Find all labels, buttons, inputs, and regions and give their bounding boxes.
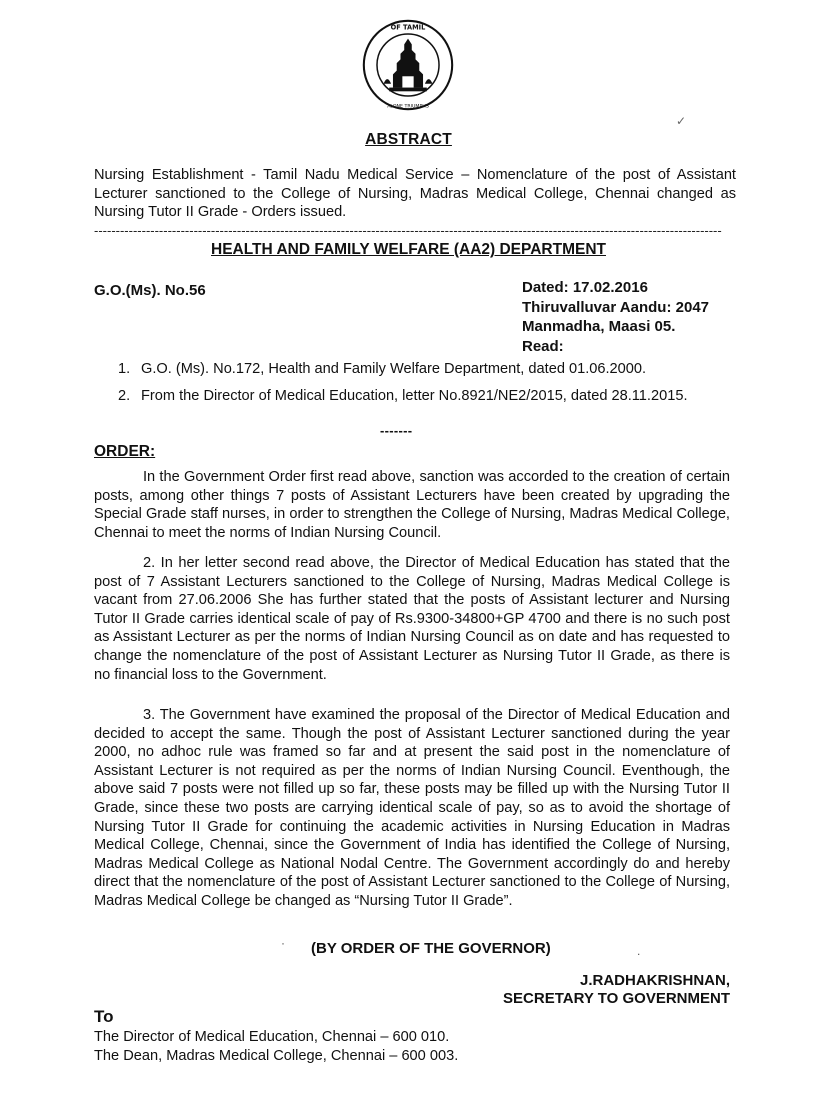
dated-block — [522, 278, 709, 356]
order-paragraph-3 — [94, 706, 730, 911]
reference-item — [118, 360, 694, 379]
reference-separator: ------- — [380, 423, 413, 438]
stray-mark: . — [637, 944, 641, 958]
margin-mark: ✓ — [676, 114, 687, 128]
tamil-nadu-emblem-icon — [361, 18, 455, 112]
recipient-line: The Director of Medical Education, Chennai – 600 010. — [94, 1029, 450, 1045]
read-label: Read: — [522, 337, 564, 355]
order-paragraph-1-text: In the Government Order first read above, sanction was accorded to the creation of certain posts, among other things 7 posts of Assistant Lecturers have been created by upgrading the Special Grade staff nurses, in order to strengthen the College of Nursing, Madras Medical College, Chennai to meet the norms of Indian Nursing Council. — [94, 469, 730, 541]
order-paragraph-2-text: 2. In her letter second read above, the Director of Medical Education has stated that the post of 7 Assistant Lecturers sanctioned to the College of Nursing, Madras Medical College is vacant from 27.06.2006 She has further stated that the posts of Assistant lecturer and Nursing Tutor II Grade carries identical scale of pay of Rs.9300-34800+GP 4700 and there is no such post as Assistant Lecturer as per the norms of Indian Nursing Council as on date and has requested to change the nomenclature of the post of Assistant Lecturer as Nursing Tutor II Grade, as there is no financial loss to the Government. — [94, 555, 730, 683]
signatory-name: J.RADHAKRISHNAN, — [579, 972, 730, 989]
stray-mark: · — [281, 936, 285, 950]
svg-text:OF TAMIL: OF TAMIL — [390, 23, 426, 32]
reference-number: 2. — [118, 387, 131, 404]
references-list — [118, 360, 694, 413]
separator-line: ------------------------------------------------------------------------------------------------------------------------------------------------- — [94, 223, 722, 238]
order-paragraph-3-text: 3. The Government have examined the proposal of the Director of Medical Education and decided to accept the same. Though the post of Assistant Lecturer sanctioned during the year 2000, no adhoc rule was framed so far and at present the said post in the nomenclature of Assistant Lecturer is not required as per the norms of Indian Nursing Council. Eventhough, the above said 7 posts were not filled up so far, these posts may be filled up with the Nursing Tutor II Grade, since these two posts are carrying identical scale of pay, so as to avoid the shortage of Nursing Tutor II Grade for continuing the academic activities in Nursing Education in Madras Medical College, Chennai, since the Government of India has identified the College of Nursing, Madras Medical College as National Nodal Centre. The Government accordingly do and hereby direct that the nomenclature of the post of Assistant Lecturer sanctioned to the College of Nursing, Madras Medical College be changed as “Nursing Tutor II Grade”. — [94, 707, 730, 909]
to-label: To — [94, 1007, 114, 1026]
abstract-title: ABSTRACT — [365, 131, 452, 148]
order-paragraph-2 — [94, 554, 730, 684]
reference-number: 1. — [118, 361, 131, 377]
department-title: HEALTH AND FAMILY WELFARE (AA2) DEPARTMENT — [211, 241, 606, 258]
reference-text: G.O. (Ms). No.172, Health and Family Welfare Department, dated 01.06.2000. — [141, 361, 647, 377]
svg-text:ALONE TRIUMPHS: ALONE TRIUMPHS — [387, 104, 429, 110]
subject-text: Nursing Establishment - Tamil Nadu Medical Service – Nomenclature of the post of Assistant Lecturer sanctioned to the College of Nursing, Madras Medical College, Chennai changed as Nursing Tutor II Grade - Orders issued. — [94, 167, 736, 221]
dated-line: Dated: 17.02.2016 — [522, 279, 648, 296]
tamil-month-line: Manmadha, Maasi 05. — [522, 318, 676, 336]
signatory-title: SECRETARY TO GOVERNMENT — [503, 990, 730, 1007]
reference-text: From the Director of Medical Education, letter No.8921/NE2/2015, dated 28.11.2015. — [141, 387, 688, 404]
go-number: G.O.(Ms). No.56 — [94, 282, 206, 299]
recipient-list — [94, 1028, 458, 1065]
order-paragraph-1 — [94, 468, 730, 542]
tamil-year-line: Thiruvalluvar Aandu: 2047 — [522, 298, 710, 316]
recipient-line: The Dean, Madras Medical College, Chennai – 600 003. — [94, 1047, 459, 1064]
order-heading: ORDER: — [94, 443, 156, 460]
by-order-line: (BY ORDER OF THE GOVERNOR) — [311, 940, 551, 957]
reference-item — [118, 387, 694, 406]
